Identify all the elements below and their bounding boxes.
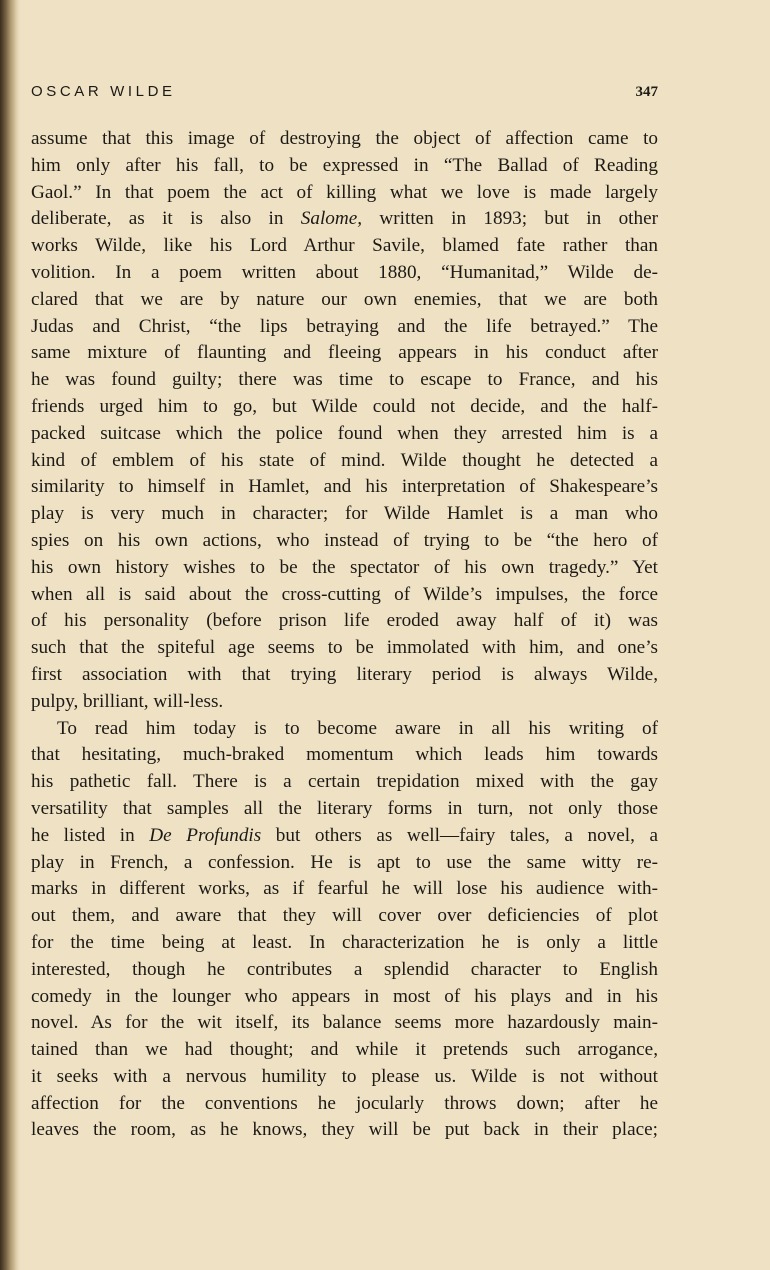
running-head	[31, 82, 658, 106]
body-text	[31, 126, 658, 1144]
text-line: that hesitating, much-braked momentum which leads him towards	[31, 744, 658, 766]
text-line: similarity to himself in Hamlet, and his interpretation of Shakespeare’s	[31, 476, 658, 498]
text-line: spies on his own actions, who instead of trying to be “the hero of	[31, 529, 658, 551]
text-line: versatility that samples all the literary forms in turn, not only those	[31, 797, 658, 819]
text-line: it seeks with a nervous humility to please us. Wilde is not without	[31, 1065, 658, 1087]
page-number: 347	[635, 84, 658, 100]
text-line: play is very much in character; for Wilde Hamlet is a man who	[31, 503, 658, 525]
text-line: him only after his fall, to be expressed in “The Ballad of Reading	[31, 154, 658, 176]
text-line: pulpy, brilliant, will-less.	[31, 690, 224, 712]
text-line: play in French, a confession. He is apt to use the same witty re-	[31, 851, 658, 873]
text-line: when all is said about the cross-cutting of Wilde’s impulses, the force	[31, 583, 658, 605]
text-line: works Wilde, like his Lord Arthur Savile, blamed fate rather than	[31, 235, 658, 257]
text-line: of his personality (before prison life eroded away half of it) was	[31, 610, 658, 632]
paragraph-2	[31, 716, 658, 1145]
text-line: novel. As for the wit itself, its balance seems more hazardously main-	[31, 1012, 658, 1034]
italic-title: De Profundis	[149, 824, 262, 846]
text-line: he was found guilty; there was time to escape to France, and his	[31, 369, 658, 391]
text-line: volition. In a poem written about 1880, “Humanitad,” Wilde de-	[31, 261, 658, 283]
text-line: kind of emblem of his state of mind. Wilde thought he detected a	[31, 449, 658, 471]
text-line: comedy in the lounger who appears in most of his plays and in his	[31, 985, 658, 1007]
text-line: assume that this image of destroying the object of affection came to	[31, 128, 658, 149]
text-line: Judas and Christ, “the lips betraying and the life betrayed.” The	[31, 315, 658, 337]
italic-title: Salome,	[300, 208, 363, 230]
text-line: deliberate, as it is also in Salome, written in 1893; but in other	[31, 208, 658, 230]
text-line: marks in different works, as if fearful he will lose his audience with-	[31, 878, 658, 900]
text-line: same mixture of flaunting and fleeing appears in his conduct after	[31, 342, 658, 364]
text-line: To read him today is to become aware in all his writing of	[57, 717, 658, 739]
text-line: affection for the conventions he jocularly throws down; after he	[31, 1092, 658, 1114]
text-line: clared that we are by nature our own enemies, that we are both	[31, 288, 658, 310]
text-line: his own history wishes to be the spectator of his own tragedy.” Yet	[31, 556, 658, 578]
text-line: his pathetic fall. There is a certain trepidation mixed with the gay	[31, 771, 658, 793]
text-line: Gaol.” In that poem the act of killing what we love is made largely	[31, 181, 658, 203]
text-line: leaves the room, as he knows, they will be put back in their place;	[31, 1119, 658, 1141]
running-head-title: OSCAR WILDE	[31, 83, 176, 100]
text-line: interested, though he contributes a splendid character to English	[31, 958, 658, 980]
text-line: for the time being at least. In characterization he is only a little	[31, 931, 658, 953]
text-line: out them, and aware that they will cover over deficiencies of plot	[31, 905, 658, 927]
text-line: tained than we had thought; and while it pretends such arrogance,	[31, 1039, 658, 1061]
text-line: such that the spiteful age seems to be immolated with him, and one’s	[31, 637, 658, 659]
text-line: packed suitcase which the police found when they arrested him is a	[31, 422, 658, 444]
paragraph-1	[31, 126, 658, 716]
text-line: he listed in De Profundis but others as well—fairy tales, a novel, a	[31, 824, 658, 846]
text-line: first association with that trying literary period is always Wilde,	[31, 663, 658, 685]
text-line: friends urged him to go, but Wilde could not decide, and the half-	[31, 395, 658, 417]
